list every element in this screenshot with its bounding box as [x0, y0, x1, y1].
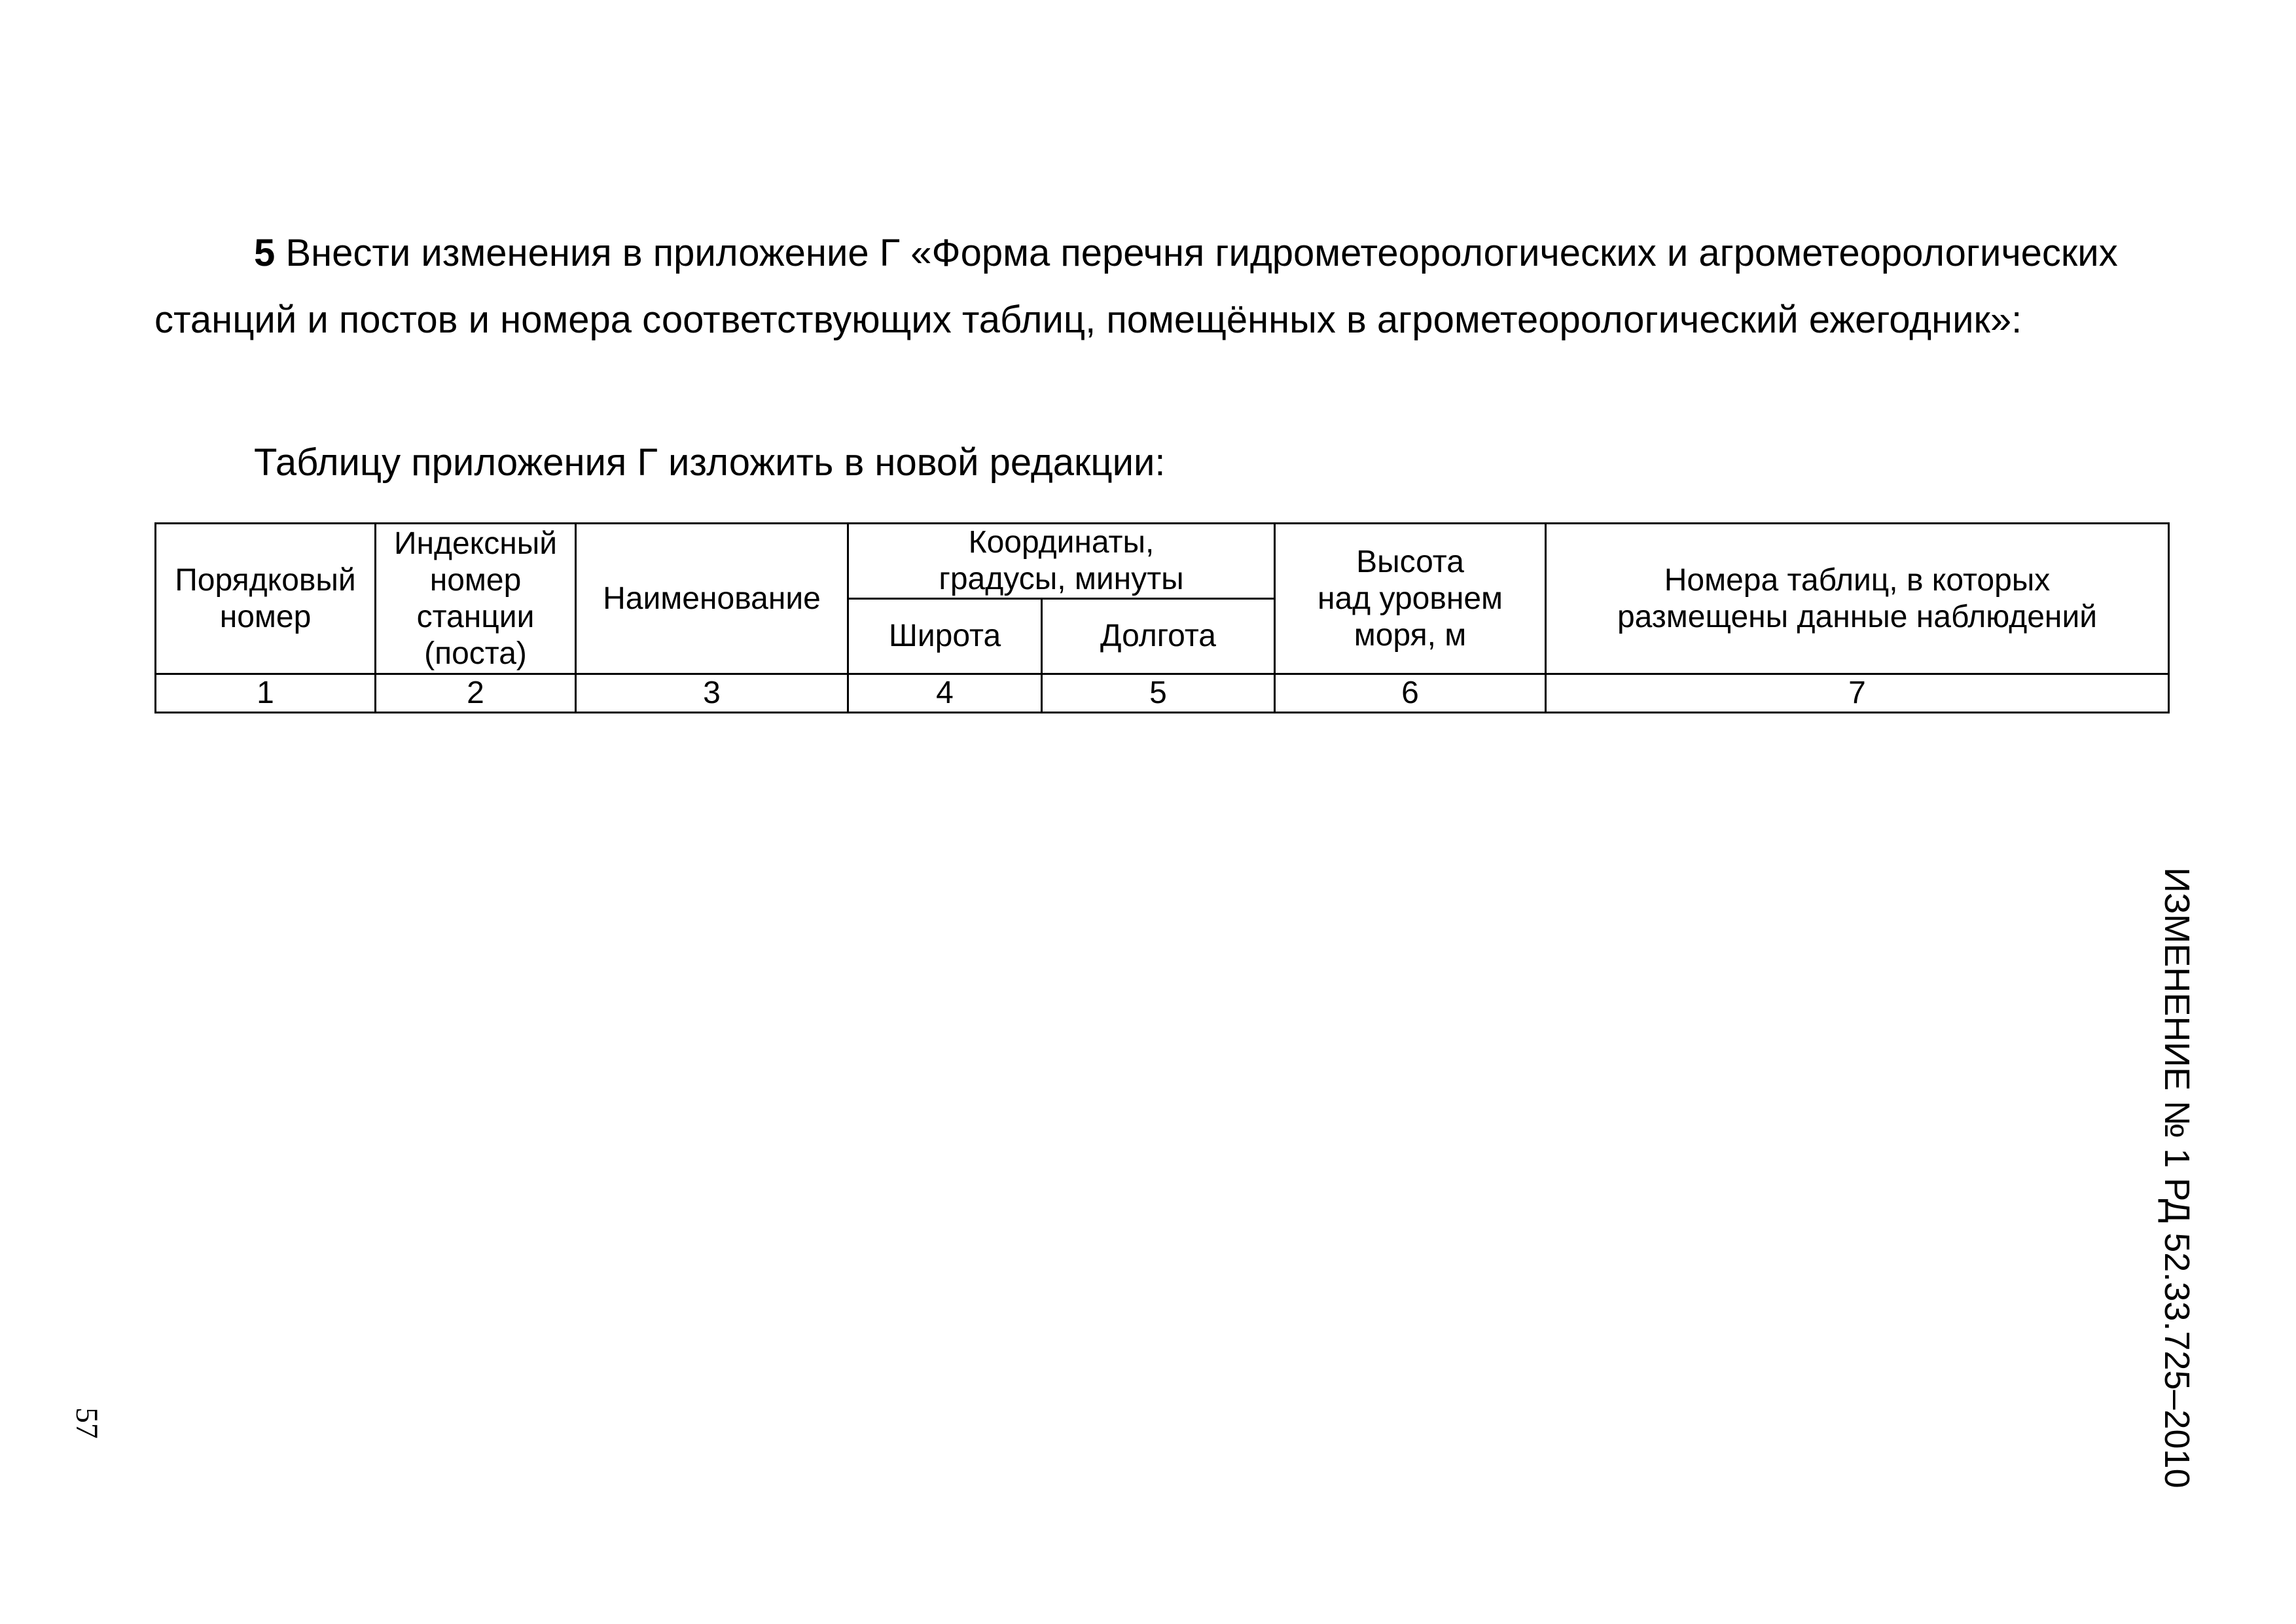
- header-longitude: Долгота: [1042, 599, 1275, 674]
- item-number: 5: [254, 232, 276, 274]
- header-name: Наименование: [576, 524, 848, 674]
- header-height-line: над уровнем: [1317, 581, 1503, 616]
- column-number-cell: 5: [1042, 674, 1275, 713]
- header-station-index-line: (поста): [424, 636, 527, 671]
- header-station-index-line: Индексный: [393, 526, 558, 561]
- column-number-row: [156, 674, 2169, 713]
- column-number-cell: 4: [848, 674, 1042, 713]
- instruction-paragraph: Таблицу приложения Г изложить в новой редакции:: [254, 441, 1166, 484]
- column-number-cell: 6: [1275, 674, 1546, 713]
- header-table-numbers: [1546, 524, 2169, 674]
- header-height-line: Высота: [1356, 544, 1464, 579]
- column-number-cell: 1: [156, 674, 376, 713]
- header-coordinates: [848, 524, 1275, 599]
- header-serial-number: Порядковый номер: [156, 524, 376, 674]
- column-number-cell: 7: [1546, 674, 2169, 713]
- item-text: Внести изменения в приложение Г «Форма перечня гидрометеорологических и агрометеорологических станций и постов и номера соответствующих таблиц, помещённых в агрометеорологический ежегодник»:: [154, 232, 2118, 341]
- amendment-item-paragraph: [154, 220, 2157, 353]
- appendix-g-table: [154, 522, 2170, 713]
- header-station-index-line: номер: [429, 562, 522, 598]
- column-number-cell: 3: [576, 674, 848, 713]
- header-height: [1275, 524, 1546, 674]
- column-number-cell: 2: [376, 674, 576, 713]
- header-latitude: Широта: [848, 599, 1042, 674]
- header-table-numbers-line: Номера таблиц, в которых: [1664, 562, 2051, 598]
- header-coordinates-line: градусы, минуты: [939, 562, 1184, 596]
- header-coordinates-line: Координаты,: [968, 525, 1155, 560]
- header-station-index: [376, 524, 576, 674]
- document-side-title: ИЗМЕНЕНИЕ № 1 РД 52.33.725–2010: [2157, 867, 2197, 1489]
- page-number: 57: [69, 1407, 104, 1439]
- header-station-index-line: станции: [416, 599, 535, 634]
- header-table-numbers-line: размещены данные наблюдений: [1617, 599, 2098, 634]
- header-height-line: моря, м: [1354, 617, 1467, 653]
